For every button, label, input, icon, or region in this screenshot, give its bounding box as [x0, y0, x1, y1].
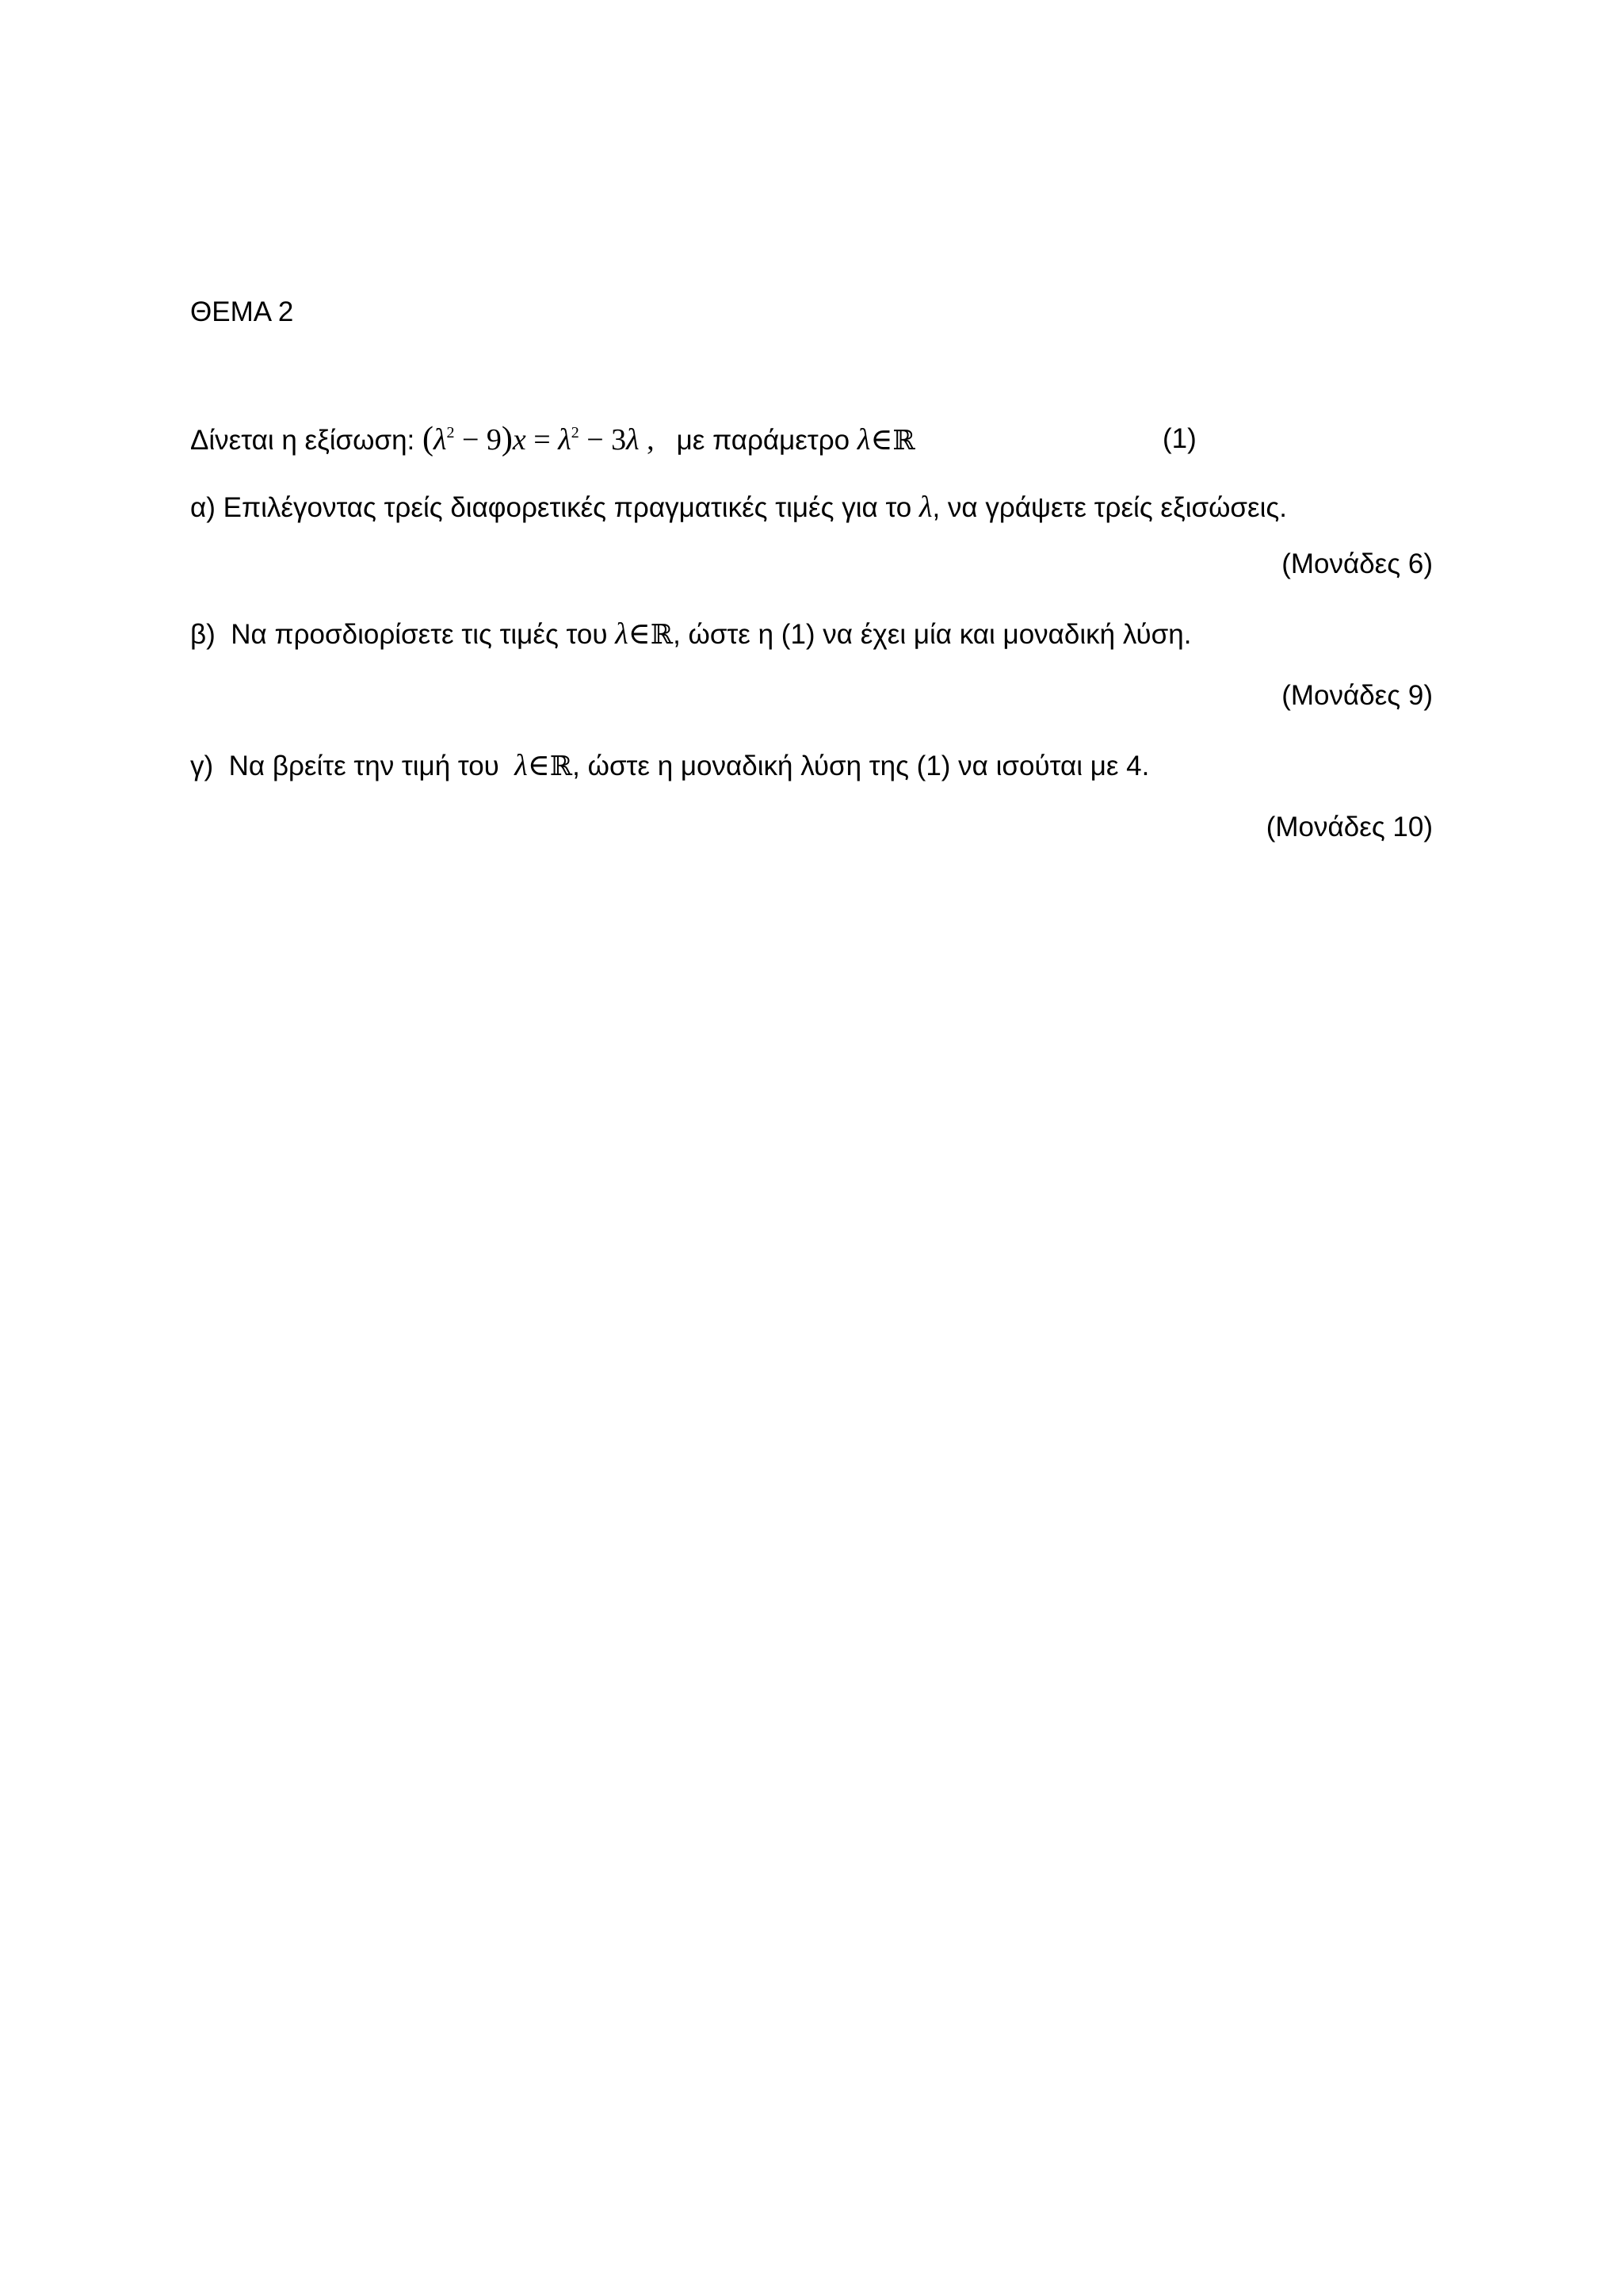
part-b-points: (Μονάδες 9) [1281, 680, 1433, 711]
part-a-text: α) Επιλέγοντας τρείς διαφορετικές πραγματικές τιμές για το [190, 492, 919, 523]
part-a-text-end: , να γράψετε τρείς εξισώσεις. [932, 492, 1287, 523]
part-b-label: β) [190, 619, 216, 650]
part-c-text: Να βρείτε την τιμή του [228, 751, 507, 781]
param-text: με παράμετρο [676, 425, 850, 456]
lambda-in-reals: λ∈ℝ [615, 617, 674, 651]
lambda-in-reals: λ∈ℝ [857, 423, 915, 457]
intro-line [190, 422, 915, 458]
lambda-symbol: λ [918, 491, 933, 524]
equation: $(\lambda^2 - 9)x = \lambda^2 - 3\lambda$ , [422, 421, 655, 457]
equation-number: (1) [1163, 423, 1197, 454]
part-b-text-end: , ώστε η (1) να έχει μία και μοναδική λύση. [673, 619, 1192, 650]
part-b-text: Να προσδιορίσετε τις τιμές του [231, 619, 616, 650]
part-a-points: (Μονάδες 6) [1281, 548, 1433, 579]
part-c-points: (Μονάδες 10) [1266, 812, 1433, 842]
intro-text: Δίνεται η εξίσωση: [190, 425, 415, 456]
part-b-line [190, 617, 1191, 652]
heading: ΘΕΜΑ 2 [190, 296, 294, 327]
part-a-line [190, 490, 1287, 525]
lambda-in-reals: λ∈ℝ [514, 749, 573, 782]
part-c-label: γ) [190, 751, 214, 781]
part-c-line [190, 748, 1149, 784]
part-c-text-end: , ώστε η μοναδική λύση της (1) να ισούται με 4. [572, 751, 1150, 781]
